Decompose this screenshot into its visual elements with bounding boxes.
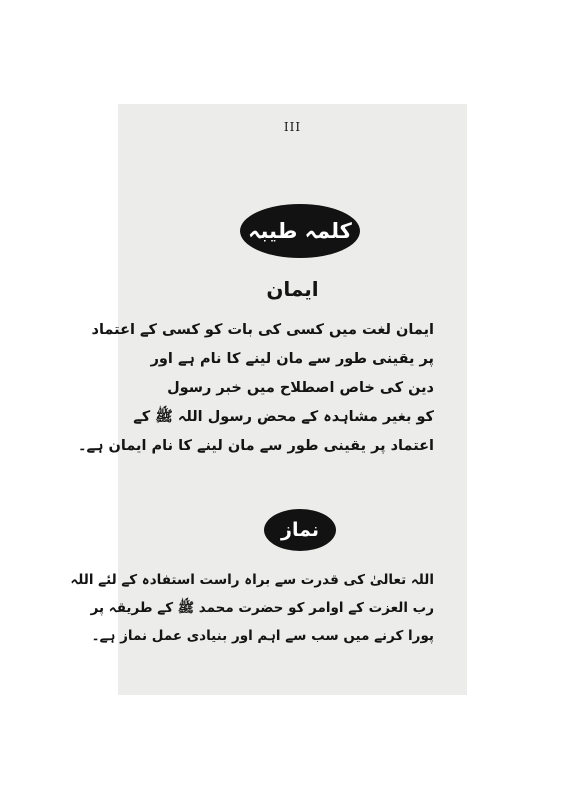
paragraph-namaz: [70, 566, 434, 650]
paragraph-iman: [77, 316, 434, 461]
text-line: اعتماد پر یقینی طور سے مان لینے کا نام ایمان ہے۔: [77, 438, 434, 454]
text-line: اللہ تعالیٰ کی قدرت سے براہ راست استفادہ کے لئے اللہ: [70, 572, 434, 588]
section-title-text: کلمہ طیبہ: [248, 219, 352, 243]
text-line: کو بغیر مشاہدہ کے محض رسول اللہ ﷺ کے: [133, 409, 434, 425]
subheading-iman: ایمان: [266, 277, 319, 301]
text-line: رب العزت کے اوامر کو حضرت محمد ﷺ کے طریقہ پر: [90, 600, 434, 616]
section-title-kalima-tayyiba: [240, 204, 360, 258]
text-line: پورا کرنے میں سب سے اہم اور بنیادی عمل نماز ہے۔: [91, 628, 434, 644]
text-line: پر یقینی طور سے مان لینے کا نام ہے اور: [150, 351, 434, 367]
text-line: دین کی خاص اصطلاح میں خبر رسول: [167, 380, 434, 396]
section-title-namaz: [264, 509, 336, 551]
book-page: [70, 104, 467, 695]
page-number: III: [283, 120, 302, 134]
text-line: ایمان لغت میں کسی کی بات کو کسی کے اعتماد: [91, 322, 434, 338]
section-title-text: نماز: [281, 519, 319, 541]
